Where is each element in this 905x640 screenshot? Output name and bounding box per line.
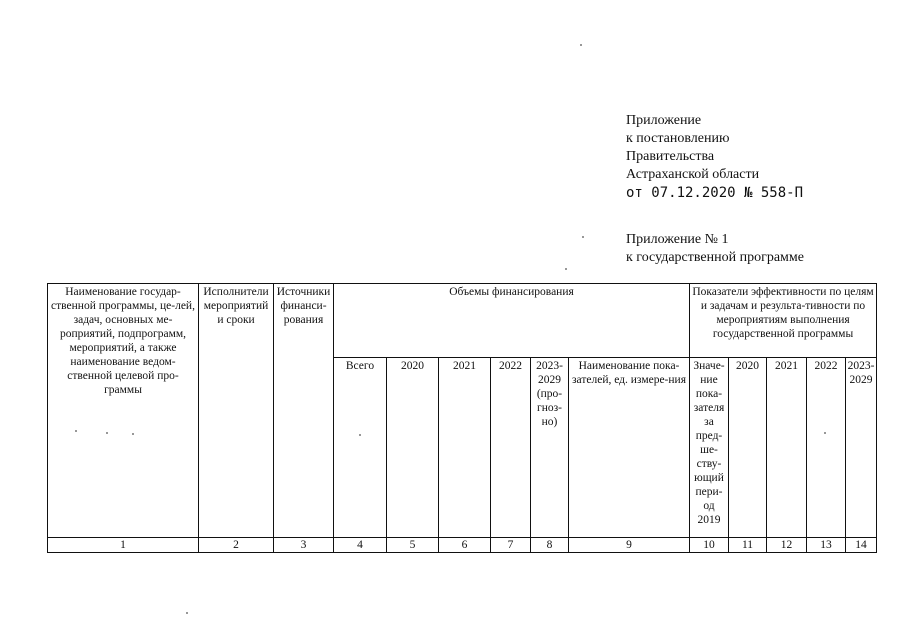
column-number: 10 bbox=[690, 538, 729, 553]
scan-speck bbox=[359, 434, 361, 436]
scan-speck bbox=[132, 433, 134, 435]
appendix-line-2: к государственной программе bbox=[626, 250, 804, 265]
subheader-prev-period-value: Значе-ние пока-зателя за пред-ше-ству-ющий пери-од 2019 bbox=[690, 358, 729, 538]
subheader-indicator-2020: 2020 bbox=[729, 358, 767, 538]
column-number: 14 bbox=[846, 538, 877, 553]
header-line-1: Приложение bbox=[626, 113, 702, 128]
subheader-indicator-2022: 2022 bbox=[807, 358, 846, 538]
program-table bbox=[47, 283, 877, 553]
header-cell-sources: Источники финанси-рования bbox=[274, 284, 334, 538]
subheader-indicator-name: Наименование пока-зателей, ед. измере-ния bbox=[569, 358, 690, 538]
scan-speck bbox=[75, 430, 77, 432]
scan-speck bbox=[565, 268, 567, 270]
subheader-total: Всего bbox=[334, 358, 387, 538]
program-appendix-label bbox=[626, 231, 804, 267]
header-cell-program-name: Наименование государ-ственной программы, це-лей, задач, основных ме-роприятий, подпрограмм, мероприятий, а также наименование ведом-ственной целевой про-граммы bbox=[48, 284, 199, 538]
header-line-3: Правительства bbox=[626, 149, 715, 164]
column-number: 9 bbox=[569, 538, 690, 553]
subheader-indicator-2021: 2021 bbox=[767, 358, 807, 538]
column-number: 8 bbox=[531, 538, 569, 553]
subheader-2021: 2021 bbox=[439, 358, 491, 538]
header-line-2: к постановлению bbox=[626, 131, 730, 146]
subheader-2023-2029-forecast: 2023-2029 (про-гноз-но) bbox=[531, 358, 569, 538]
column-number: 1 bbox=[48, 538, 199, 553]
appendix-line-1: Приложение № 1 bbox=[626, 232, 729, 247]
subheader-2022: 2022 bbox=[491, 358, 531, 538]
scan-speck bbox=[582, 236, 584, 238]
subheader-2020: 2020 bbox=[387, 358, 439, 538]
column-number: 2 bbox=[199, 538, 274, 553]
scan-speck bbox=[824, 432, 826, 434]
header-date-line: от 07.12.2020 № 558-П bbox=[626, 185, 804, 201]
scan-speck bbox=[106, 432, 108, 434]
column-number: 13 bbox=[807, 538, 846, 553]
scan-speck bbox=[580, 44, 582, 46]
column-number: 4 bbox=[334, 538, 387, 553]
header-cell-indicators: Показатели эффективности по целям и задачам и результа-тивности по мероприятиям выполнения государственной программы bbox=[690, 284, 877, 358]
header-cell-executors: Исполнители мероприятий и сроки bbox=[199, 284, 274, 538]
header-line-4: Астраханской области bbox=[626, 167, 760, 182]
column-number-row bbox=[48, 538, 877, 553]
header-cell-financing: Объемы финансирования bbox=[334, 284, 690, 358]
scan-speck bbox=[186, 612, 188, 614]
appendix-header bbox=[626, 112, 803, 202]
column-number: 5 bbox=[387, 538, 439, 553]
column-number: 12 bbox=[767, 538, 807, 553]
column-number: 3 bbox=[274, 538, 334, 553]
column-number: 6 bbox=[439, 538, 491, 553]
subheader-indicator-2023-2029: 2023-2029 bbox=[846, 358, 877, 538]
column-number: 7 bbox=[491, 538, 531, 553]
column-number: 11 bbox=[729, 538, 767, 553]
